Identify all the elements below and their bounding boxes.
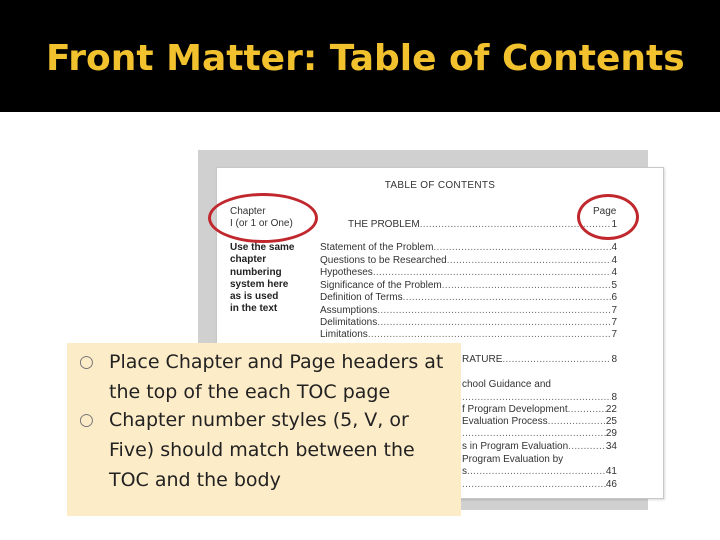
- bullet-text: Place Chapter and Page headers at the top of the each TOC page: [109, 351, 444, 403]
- toc-page-number: 8: [611, 354, 617, 365]
- toc-row: [320, 305, 617, 316]
- toc-page-number: 34: [605, 441, 617, 452]
- toc-entry: Hypotheses: [320, 267, 373, 278]
- toc-page-number: 25: [605, 416, 617, 427]
- toc-row: [462, 454, 617, 465]
- toc-page-number: 4: [611, 242, 617, 253]
- toc-entry: Significance of the Problem: [320, 280, 442, 291]
- bullet-text: Chapter number styles (5, V, or Five) should match between the TOC and the body: [109, 409, 415, 491]
- toc-page-number: 29: [605, 428, 617, 439]
- toc-row: [320, 292, 617, 303]
- note-line: numbering: [230, 266, 282, 278]
- toc-row: [462, 466, 617, 477]
- slide-title: Front Matter: Table of Contents: [46, 38, 685, 79]
- bullet-item: [77, 408, 457, 495]
- toc-entry: THE PROBLEM: [348, 219, 420, 230]
- chapter-label: Chapter: [230, 206, 266, 217]
- toc-title: TABLE OF CONTENTS: [384, 180, 496, 191]
- bullet-ring-icon: ○: [79, 410, 94, 430]
- toc-page-number: 1: [611, 219, 617, 230]
- toc-row-chapter: [462, 354, 617, 365]
- chapter-highlight-circle: [208, 193, 318, 243]
- toc-entry: chool Guidance and: [462, 379, 551, 390]
- bullet-ring-icon: ○: [79, 352, 94, 372]
- toc-entry: f Program Development: [462, 404, 568, 415]
- toc-entry: Evaluation Process: [462, 416, 548, 427]
- toc-row: [462, 441, 617, 452]
- toc-page-number: 5: [611, 280, 617, 291]
- toc-row: [320, 242, 617, 253]
- chapter-numbering-note: [230, 242, 294, 316]
- bullet-item: [77, 350, 457, 407]
- note-line: chapter: [230, 254, 267, 266]
- toc-entry: Questions to be Researched: [320, 255, 447, 266]
- callout-box: [67, 343, 461, 516]
- toc-row: [320, 329, 617, 340]
- toc-page-number: 4: [611, 255, 617, 266]
- toc-page-number: 7: [611, 329, 617, 340]
- toc-entry: Delimitations: [320, 317, 378, 328]
- toc-page-number: 7: [611, 317, 617, 328]
- page-label: Page: [593, 206, 617, 217]
- toc-page-number: 4: [611, 267, 617, 278]
- note-line: Use the same: [230, 242, 295, 253]
- chapter-label-style: I (or 1 or One): [230, 218, 293, 229]
- toc-entry: Limitations: [320, 329, 368, 340]
- toc-row: [462, 479, 617, 490]
- toc-entry: RATURE: [462, 354, 503, 365]
- toc-row: [462, 416, 617, 427]
- toc-row: [462, 428, 617, 439]
- toc-entry: s in Program Evaluation: [462, 441, 569, 452]
- toc-page-number: 6: [611, 292, 617, 303]
- note-line: in the text: [230, 303, 278, 315]
- toc-entry: s: [462, 466, 467, 477]
- page-highlight-circle: [577, 194, 639, 240]
- toc-row: [462, 379, 617, 390]
- toc-row: [320, 317, 617, 328]
- toc-row: [462, 404, 617, 415]
- toc-row: [320, 255, 617, 266]
- toc-page-number: 8: [611, 392, 617, 403]
- toc-page-number: 46: [605, 479, 617, 490]
- toc-entry: Statement of the Problem: [320, 242, 434, 253]
- toc-row: [320, 280, 617, 291]
- note-line: system here: [230, 278, 289, 290]
- toc-page-number: 7: [611, 305, 617, 316]
- toc-page-number: 22: [605, 404, 617, 415]
- toc-row: [320, 267, 617, 278]
- note-line: as is used: [230, 291, 279, 303]
- toc-page-number: 41: [605, 466, 617, 477]
- toc-entry: Assumptions: [320, 305, 378, 316]
- toc-entry: Program Evaluation by: [462, 454, 564, 465]
- toc-row: [462, 392, 617, 403]
- toc-entry: Definition of Terms: [320, 292, 403, 303]
